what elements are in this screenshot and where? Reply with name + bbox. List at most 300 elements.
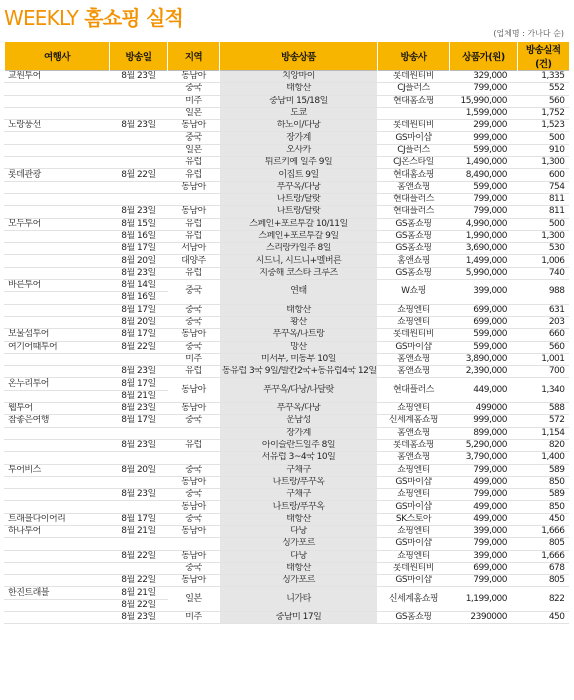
agency-cell [5,501,110,513]
table-row [5,575,569,587]
table-row [5,476,569,488]
title-ko: 홈쇼핑 실적 [84,6,184,30]
channel-cell: GS홈쇼핑 [378,218,450,230]
agency-cell: 참좋은여행 [5,415,110,427]
price-cell: 499,000 [450,501,518,513]
price-cell: 1,499,000 [450,255,518,267]
date-cell [110,132,168,144]
price-cell: 3,890,000 [450,353,518,365]
price-cell: 799,000 [450,575,518,587]
agency-cell: 롯데관광 [5,169,110,181]
table-row [5,280,569,292]
sales-cell: 811 [518,206,569,218]
agency-cell [5,353,110,365]
sales-cell: 660 [518,329,569,341]
agency-cell [5,95,110,107]
agency-cell [5,83,110,95]
agency-cell: 트래블다이어리 [5,513,110,525]
region-cell: 중국 [168,280,220,305]
region-cell [168,193,220,205]
sales-cell: 203 [518,316,569,328]
sales-cell: 1,154 [518,427,569,439]
sales-cell: 1,300 [518,230,569,242]
agency-cell [5,292,110,304]
sales-cell: 754 [518,181,569,193]
table-row [5,95,569,107]
sales-cell: 500 [518,218,569,230]
price-cell: 3,790,000 [450,452,518,464]
agency-cell: 모두투어 [5,218,110,230]
date-cell: 8월 23일 [110,71,168,83]
date-cell: 8월 23일 [110,267,168,279]
table-row [5,501,569,513]
date-cell [110,193,168,205]
date-cell: 8월 22일 [110,169,168,181]
date-cell: 8월 14일 [110,280,168,292]
date-cell: 8월 17일 [110,329,168,341]
table-row [5,71,569,83]
product-cell: 태항산 [220,513,378,525]
date-cell: 8월 22일 [110,575,168,587]
agency-cell: 온누리투어 [5,378,110,390]
agency-cell [5,452,110,464]
price-cell: 1,199,000 [450,587,518,612]
sales-cell: 589 [518,464,569,476]
sales-table [4,42,569,624]
product-cell: 싱가포르 [220,538,378,550]
date-cell: 8월 16일 [110,292,168,304]
date-cell: 8월 17일 [110,304,168,316]
channel-cell [378,107,450,119]
header-date: 방송일 [110,42,168,71]
region-cell: 일본 [168,587,220,612]
sales-cell: 600 [518,169,569,181]
region-cell: 중국 [168,415,220,427]
price-cell: 699,000 [450,304,518,316]
price-cell: 699,000 [450,316,518,328]
table-row [5,243,569,255]
region-cell: 중국 [168,513,220,525]
agency-cell [5,230,110,242]
region-cell: 일본 [168,107,220,119]
region-cell: 유럽 [168,230,220,242]
product-cell: 황산 [220,316,378,328]
table-row [5,525,569,537]
table-row [5,144,569,156]
date-cell: 8월 21일 [110,587,168,599]
sales-cell: 1,666 [518,525,569,537]
product-cell: 치앙마이 [220,71,378,83]
sales-cell: 1,400 [518,452,569,464]
price-cell: 999,000 [450,132,518,144]
agency-cell [5,427,110,439]
product-cell: 나트랑/푸꾸옥 [220,476,378,488]
price-cell: 299,000 [450,120,518,132]
sort-note: (업체명 : 가나다 순) [493,29,564,38]
sales-cell: 1,340 [518,378,569,403]
date-cell [110,144,168,156]
table-body [5,71,569,624]
table-row [5,464,569,476]
product-cell: 오사카 [220,144,378,156]
region-cell: 중국 [168,132,220,144]
channel-cell: 쇼핑엔티 [378,464,450,476]
product-cell: 장가계 [220,427,378,439]
price-cell: 4,990,000 [450,218,518,230]
region-cell: 동남아 [168,181,220,193]
table-row [5,329,569,341]
product-cell: 장가계 [220,132,378,144]
date-cell [110,476,168,488]
price-cell: 329,000 [450,71,518,83]
title-en: WEEKLY [4,6,79,30]
region-cell: 동남아 [168,206,220,218]
product-cell: 튀르키예 일주 9일 [220,157,378,169]
date-cell: 8월 21일 [110,390,168,402]
table-row [5,378,569,390]
channel-cell: 쇼핑엔티 [378,550,450,562]
product-cell: 운남성 [220,415,378,427]
table-row [5,452,569,464]
channel-cell: GS마이샵 [378,538,450,550]
date-cell: 8월 23일 [110,612,168,624]
date-cell: 8월 23일 [110,206,168,218]
price-cell: 1,990,000 [450,230,518,242]
region-cell: 유럽 [168,366,220,378]
channel-cell: 롯데원티비 [378,120,450,132]
region-cell [168,427,220,439]
region-cell: 동남아 [168,120,220,132]
table-row [5,366,569,378]
agency-cell: 바른투어 [5,280,110,292]
price-cell: 899,000 [450,427,518,439]
channel-cell: 홈앤쇼핑 [378,452,450,464]
product-cell: 도쿄 [220,107,378,119]
table-row [5,316,569,328]
date-cell: 8월 15일 [110,218,168,230]
region-cell: 동남아 [168,550,220,562]
date-cell: 8월 23일 [110,439,168,451]
table-row [5,415,569,427]
header-region: 지역 [168,42,220,71]
sales-cell: 1,752 [518,107,569,119]
price-cell: 799,000 [450,489,518,501]
sales-cell: 450 [518,513,569,525]
sales-cell: 805 [518,575,569,587]
channel-cell: 쇼핑엔티 [378,304,450,316]
region-cell: 중국 [168,341,220,353]
date-cell [110,181,168,193]
product-cell: 아이슬란드일주 8일 [220,439,378,451]
sales-cell: 850 [518,501,569,513]
region-cell: 동남아 [168,501,220,513]
sales-cell: 1,001 [518,353,569,365]
sales-cell: 988 [518,280,569,305]
channel-cell: 롯데원티비 [378,71,450,83]
channel-cell: 현대홈쇼핑 [378,169,450,181]
region-cell [168,538,220,550]
channel-cell: GS홈쇼핑 [378,267,450,279]
channel-cell: 현대플러스 [378,206,450,218]
channel-cell: 현대플러스 [378,193,450,205]
sales-cell: 1,006 [518,255,569,267]
agency-cell: 투어비스 [5,464,110,476]
channel-cell: 현대플러스 [378,378,450,403]
product-cell: 태항산 [220,304,378,316]
product-cell: 푸꾸옥/나트랑 [220,329,378,341]
product-cell: 연태 [220,280,378,305]
sales-cell: 822 [518,587,569,612]
table-row [5,218,569,230]
price-cell: 799,000 [450,193,518,205]
region-cell: 미주 [168,612,220,624]
table-row [5,550,569,562]
date-cell: 8월 20일 [110,316,168,328]
agency-cell: 교원투어 [5,71,110,83]
table-row [5,513,569,525]
date-cell: 8월 20일 [110,255,168,267]
price-cell: 799,000 [450,83,518,95]
region-cell: 유럽 [168,439,220,451]
agency-cell [5,489,110,501]
region-cell: 중국 [168,83,220,95]
product-cell: 망산 [220,341,378,353]
sales-cell: 589 [518,489,569,501]
agency-cell: 하나투어 [5,525,110,537]
agency-cell [5,107,110,119]
header-channel: 방송사 [378,42,450,71]
product-cell: 싱가포르 [220,575,378,587]
price-cell: 999,000 [450,415,518,427]
product-cell: 스리랑카일주 8일 [220,243,378,255]
price-cell: 499,000 [450,513,518,525]
channel-cell: 홈앤쇼핑 [378,353,450,365]
price-cell: 2,390,000 [450,366,518,378]
product-cell: 푸꾸옥/다낭 [220,403,378,415]
sales-cell: 500 [518,132,569,144]
agency-cell [5,575,110,587]
price-cell: 2390000 [450,612,518,624]
region-cell: 중국 [168,316,220,328]
region-cell: 대양주 [168,255,220,267]
price-cell: 5,990,000 [450,267,518,279]
date-cell: 8월 16일 [110,230,168,242]
header-sales: 방송실적(건) [518,42,569,71]
header-product: 방송상품 [220,42,378,71]
agency-cell: 웹투어 [5,403,110,415]
product-cell: 스페인+포르투갈 9일 [220,230,378,242]
date-cell: 8월 22일 [110,550,168,562]
agency-cell [5,132,110,144]
region-cell: 유럽 [168,157,220,169]
channel-cell: 홈앤쇼핑 [378,427,450,439]
sales-cell: 560 [518,95,569,107]
region-cell: 미주 [168,95,220,107]
region-cell: 서남아 [168,243,220,255]
sales-cell: 1,523 [518,120,569,132]
date-cell: 8월 23일 [110,366,168,378]
product-cell: 스페인+포르투갈 10/11일 [220,218,378,230]
sales-cell: 820 [518,439,569,451]
table-row [5,439,569,451]
price-cell: 15,990,000 [450,95,518,107]
agency-cell [5,243,110,255]
product-cell: 푸꾸옥/다낭 [220,181,378,193]
table-row [5,489,569,501]
agency-cell [5,255,110,267]
table-row [5,304,569,316]
channel-cell: CJ플러스 [378,144,450,156]
date-cell: 8월 20일 [110,464,168,476]
price-cell: 599,000 [450,329,518,341]
agency-cell [5,157,110,169]
price-cell: 799,000 [450,538,518,550]
agency-cell [5,366,110,378]
sales-cell: 560 [518,341,569,353]
price-cell: 449,000 [450,378,518,403]
price-cell: 5,290,000 [450,439,518,451]
price-cell: 799,000 [450,464,518,476]
table-row [5,612,569,624]
channel-cell: CJ온스타일 [378,157,450,169]
header-price: 상품가(원) [450,42,518,71]
product-cell: 나트랑/푸꾸옥 [220,501,378,513]
table-row [5,587,569,599]
date-cell: 8월 17일 [110,378,168,390]
product-cell: 태항산 [220,562,378,574]
date-cell: 8월 17일 [110,415,168,427]
agency-cell [5,144,110,156]
table-row [5,538,569,550]
channel-cell: 현대홈쇼핑 [378,95,450,107]
sales-cell: 1,335 [518,71,569,83]
channel-cell: 신세계홈쇼핑 [378,415,450,427]
table-row [5,230,569,242]
channel-cell: CJ플러스 [378,83,450,95]
channel-cell: 쇼핑엔티 [378,489,450,501]
price-cell: 399,000 [450,525,518,537]
product-cell: 구채구 [220,464,378,476]
table-row [5,83,569,95]
region-cell: 동남아 [168,525,220,537]
table-row [5,181,569,193]
table-row [5,169,569,181]
price-cell: 399,000 [450,280,518,305]
date-cell [110,95,168,107]
product-cell: 다낭 [220,550,378,562]
channel-cell: GS마이샵 [378,341,450,353]
table-row [5,157,569,169]
agency-cell [5,476,110,488]
sales-cell: 530 [518,243,569,255]
price-cell: 499,000 [450,476,518,488]
table-row [5,206,569,218]
product-cell: 시드니, 시드니+멜버른 [220,255,378,267]
date-cell [110,452,168,464]
date-cell [110,501,168,513]
channel-cell: 홈앤쇼핑 [378,181,450,193]
agency-cell [5,599,110,611]
table-row [5,120,569,132]
sales-cell: 450 [518,612,569,624]
agency-cell [5,181,110,193]
product-cell: 나트랑/달랏 [220,206,378,218]
channel-cell: GS마이샵 [378,476,450,488]
region-cell [168,452,220,464]
header-row [5,42,569,71]
table-row [5,267,569,279]
region-cell: 유럽 [168,267,220,279]
agency-cell [5,612,110,624]
table-row [5,255,569,267]
channel-cell: 신세계홈쇼핑 [378,587,450,612]
sales-cell: 700 [518,366,569,378]
product-cell: 니가타 [220,587,378,612]
channel-cell: 쇼핑엔티 [378,525,450,537]
channel-cell: GS마이샵 [378,501,450,513]
region-cell: 중국 [168,562,220,574]
channel-cell: 쇼핑엔티 [378,403,450,415]
table-row [5,341,569,353]
table-row [5,403,569,415]
agency-cell [5,538,110,550]
date-cell [110,157,168,169]
table-row [5,427,569,439]
agency-cell [5,562,110,574]
channel-cell: W쇼핑 [378,280,450,305]
agency-cell: 보물섬투어 [5,329,110,341]
price-cell: 499000 [450,403,518,415]
price-cell: 599,000 [450,181,518,193]
channel-cell: 롯데원티비 [378,329,450,341]
product-cell: 중남미 17일 [220,612,378,624]
channel-cell: 쇼핑엔티 [378,316,450,328]
date-cell: 8월 21일 [110,525,168,537]
product-cell: 구채구 [220,489,378,501]
sales-cell: 850 [518,476,569,488]
product-cell: 태항산 [220,83,378,95]
sales-cell: 740 [518,267,569,279]
table-row [5,132,569,144]
date-cell: 8월 17일 [110,243,168,255]
agency-cell [5,390,110,402]
region-cell: 동남아 [168,476,220,488]
product-cell: 동유럽 3국 9일/발칸2국+동유럽4국 12일 [220,366,378,378]
channel-cell: GS홈쇼핑 [378,243,450,255]
table-row [5,193,569,205]
date-cell: 8월 17일 [110,513,168,525]
region-cell: 유럽 [168,218,220,230]
price-cell: 8,490,000 [450,169,518,181]
date-cell [110,83,168,95]
agency-cell [5,316,110,328]
table-row [5,107,569,119]
date-cell [110,562,168,574]
channel-cell: GS마이샵 [378,575,450,587]
region-cell: 중국 [168,464,220,476]
product-cell: 중남미 15/18일 [220,95,378,107]
agency-cell [5,206,110,218]
product-cell: 다낭 [220,525,378,537]
price-cell: 599,000 [450,341,518,353]
channel-cell: GS홈쇼핑 [378,612,450,624]
channel-cell: 롯데원티비 [378,562,450,574]
channel-cell: SK스토아 [378,513,450,525]
date-cell: 8월 22일 [110,341,168,353]
region-cell: 미주 [168,353,220,365]
region-cell: 동남아 [168,575,220,587]
price-cell: 1,490,000 [450,157,518,169]
